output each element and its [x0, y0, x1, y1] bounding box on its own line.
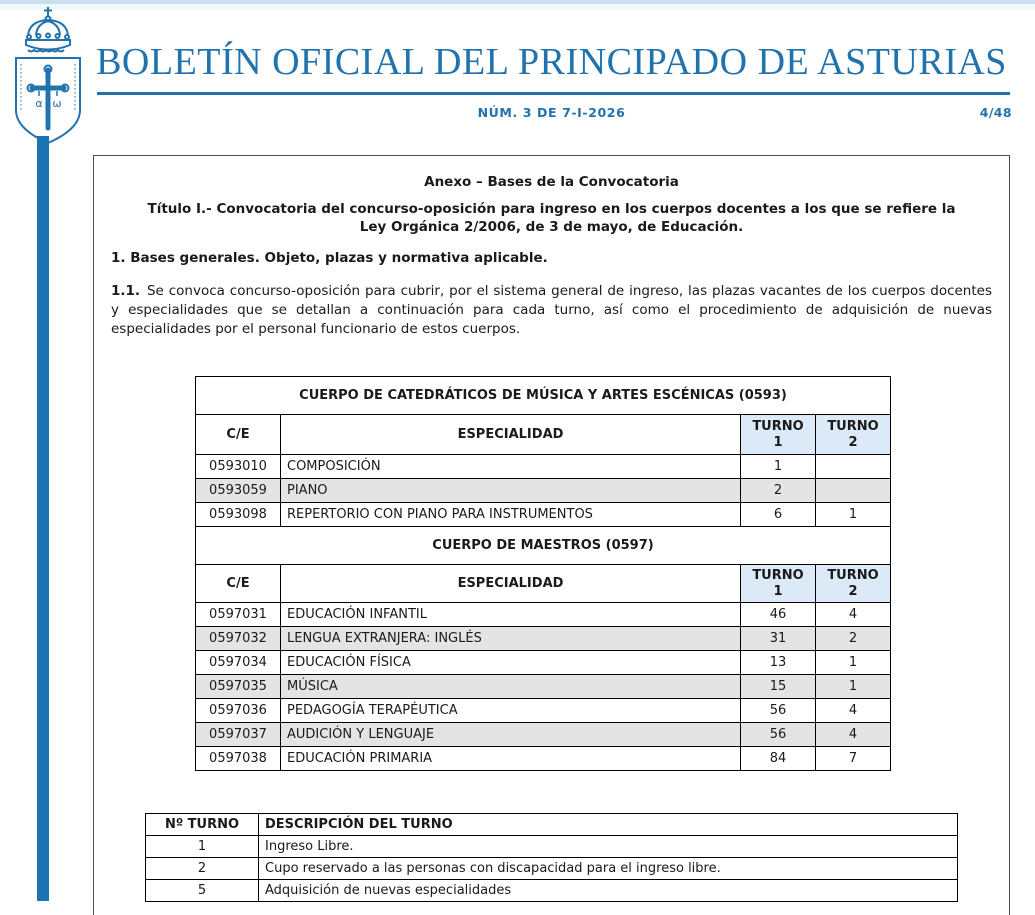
table-header-row — [196, 415, 891, 455]
top-accent-strip-light — [0, 4, 1035, 10]
caption-maestros: CUERPO DE MAESTROS (0597) — [196, 527, 891, 565]
vacancies-table — [195, 376, 891, 771]
col-header-especialidad: ESPECIALIDAD — [281, 565, 741, 603]
cell-especialidad: LENGUA EXTRANJERA: INGLÉS — [281, 627, 741, 651]
table-header-row — [196, 565, 891, 603]
table-row — [196, 503, 891, 527]
gazette-title: BOLETÍN OFICIAL DEL PRINCIPADO DE ASTURIAS — [96, 41, 1007, 83]
table-row — [196, 747, 891, 771]
cell-code: 0597037 — [196, 723, 281, 747]
cell-turno-num: 5 — [146, 880, 259, 902]
col-header-turno2: TURNO 2 — [816, 565, 891, 603]
cell-turno1: 2 — [741, 479, 816, 503]
annex-heading: Anexo – Bases de la Convocatoria — [424, 174, 679, 190]
cell-especialidad: COMPOSICIÓN — [281, 455, 741, 479]
cell-turno1: 1 — [741, 455, 816, 479]
cell-especialidad: AUDICIÓN Y LENGUAJE — [281, 723, 741, 747]
col-header-turno1: TURNO 1 — [741, 415, 816, 455]
cell-turno2: 4 — [816, 699, 891, 723]
cell-turno-num: 2 — [146, 858, 259, 880]
cell-turno1: 31 — [741, 627, 816, 651]
cell-turno2 — [816, 455, 891, 479]
col-header-turno-desc: DESCRIPCIÓN DEL TURNO — [259, 814, 958, 836]
caption-catedraticos: CUERPO DE CATEDRÁTICOS DE MÚSICA Y ARTES ESCÉNICAS (0593) — [196, 377, 891, 415]
col-header-turno1: TURNO 1 — [741, 565, 816, 603]
col-header-turno2: TURNO 2 — [816, 415, 891, 455]
cell-turno2: 4 — [816, 723, 891, 747]
table-row — [146, 880, 958, 902]
cell-code: 0593059 — [196, 479, 281, 503]
masthead-divider — [97, 92, 1010, 95]
cell-turno1: 56 — [741, 699, 816, 723]
cell-code: 0593098 — [196, 503, 281, 527]
cell-turno1: 6 — [741, 503, 816, 527]
cell-turno2: 1 — [816, 503, 891, 527]
cell-turno2: 4 — [816, 603, 891, 627]
title-i-heading: Título I.- Convocatoria del concurso-oposición para ingreso en los cuerpos docentes a los que se refiere la Ley Orgánica 2/2006, de 3 de mayo, de Educación. — [147, 201, 956, 235]
table-caption-row — [196, 527, 891, 565]
cell-turno2 — [816, 479, 891, 503]
cell-turno1: 13 — [741, 651, 816, 675]
cell-code: 0593010 — [196, 455, 281, 479]
col-header-turno-num: Nº TURNO — [146, 814, 259, 836]
cell-especialidad: EDUCACIÓN FÍSICA — [281, 651, 741, 675]
cell-code: 0597034 — [196, 651, 281, 675]
turno-description-table — [145, 813, 958, 902]
cell-turno1: 84 — [741, 747, 816, 771]
cell-turno-num: 1 — [146, 836, 259, 858]
cell-code: 0597032 — [196, 627, 281, 651]
col-header-ce: C/E — [196, 565, 281, 603]
svg-text:α: α — [35, 97, 43, 110]
cell-especialidad: PEDAGOGÍA TERAPÉUTICA — [281, 699, 741, 723]
cell-turno-desc: Cupo reservado a las personas con discapacidad para el ingreso libre. — [259, 858, 958, 880]
table-row — [196, 479, 891, 503]
cell-especialidad: EDUCACIÓN PRIMARIA — [281, 747, 741, 771]
table-row — [196, 603, 891, 627]
cell-turno1: 15 — [741, 675, 816, 699]
issue-number: NÚM. 3 DE 7-I-2026 — [477, 105, 626, 120]
document-content-box — [93, 155, 1010, 915]
paragraph-1-1 — [111, 282, 992, 339]
cell-especialidad: MÚSICA — [281, 675, 741, 699]
cell-especialidad: REPERTORIO CON PIANO PARA INSTRUMENTOS — [281, 503, 741, 527]
table-row — [146, 858, 958, 880]
section-1-heading: 1. Bases generales. Objeto, plazas y normativa aplicable. — [111, 250, 548, 266]
table-caption-row — [196, 377, 891, 415]
cell-turno2: 1 — [816, 675, 891, 699]
cell-code: 0597031 — [196, 603, 281, 627]
cell-turno-desc: Adquisición de nuevas especialidades — [259, 880, 958, 902]
table-row — [196, 723, 891, 747]
col-header-especialidad: ESPECIALIDAD — [281, 415, 741, 455]
paragraph-number: 1.1. — [111, 283, 141, 299]
cell-turno2: 7 — [816, 747, 891, 771]
cell-turno2: 2 — [816, 627, 891, 651]
col-header-ce: C/E — [196, 415, 281, 455]
left-accent-bar — [37, 136, 49, 901]
cell-turno1: 56 — [741, 723, 816, 747]
table-header-row — [146, 814, 958, 836]
paragraph-text: Se convoca concurso-oposición para cubrir, por el sistema general de ingreso, las plazas vacantes de los cuerpos docentes y especialidades que se detallan a continuación para cada turno, así como el procedimiento de adquisición de nuevas especialidades por el personal funcionario de estos cuerpos. — [111, 283, 992, 337]
cell-turno1: 46 — [741, 603, 816, 627]
table-row — [196, 455, 891, 479]
cell-code: 0597036 — [196, 699, 281, 723]
cell-turno2: 1 — [816, 651, 891, 675]
table-row — [196, 651, 891, 675]
asturias-coat-of-arms-icon — [6, 6, 90, 146]
cell-especialidad: EDUCACIÓN INFANTIL — [281, 603, 741, 627]
table-row — [196, 675, 891, 699]
cell-turno-desc: Ingreso Libre. — [259, 836, 958, 858]
svg-text:ω: ω — [52, 97, 62, 110]
table-row — [196, 627, 891, 651]
page-indicator: 4/48 — [979, 105, 1012, 120]
table-row — [146, 836, 958, 858]
cell-code: 0597038 — [196, 747, 281, 771]
table-row — [196, 699, 891, 723]
cell-code: 0597035 — [196, 675, 281, 699]
cell-especialidad: PIANO — [281, 479, 741, 503]
